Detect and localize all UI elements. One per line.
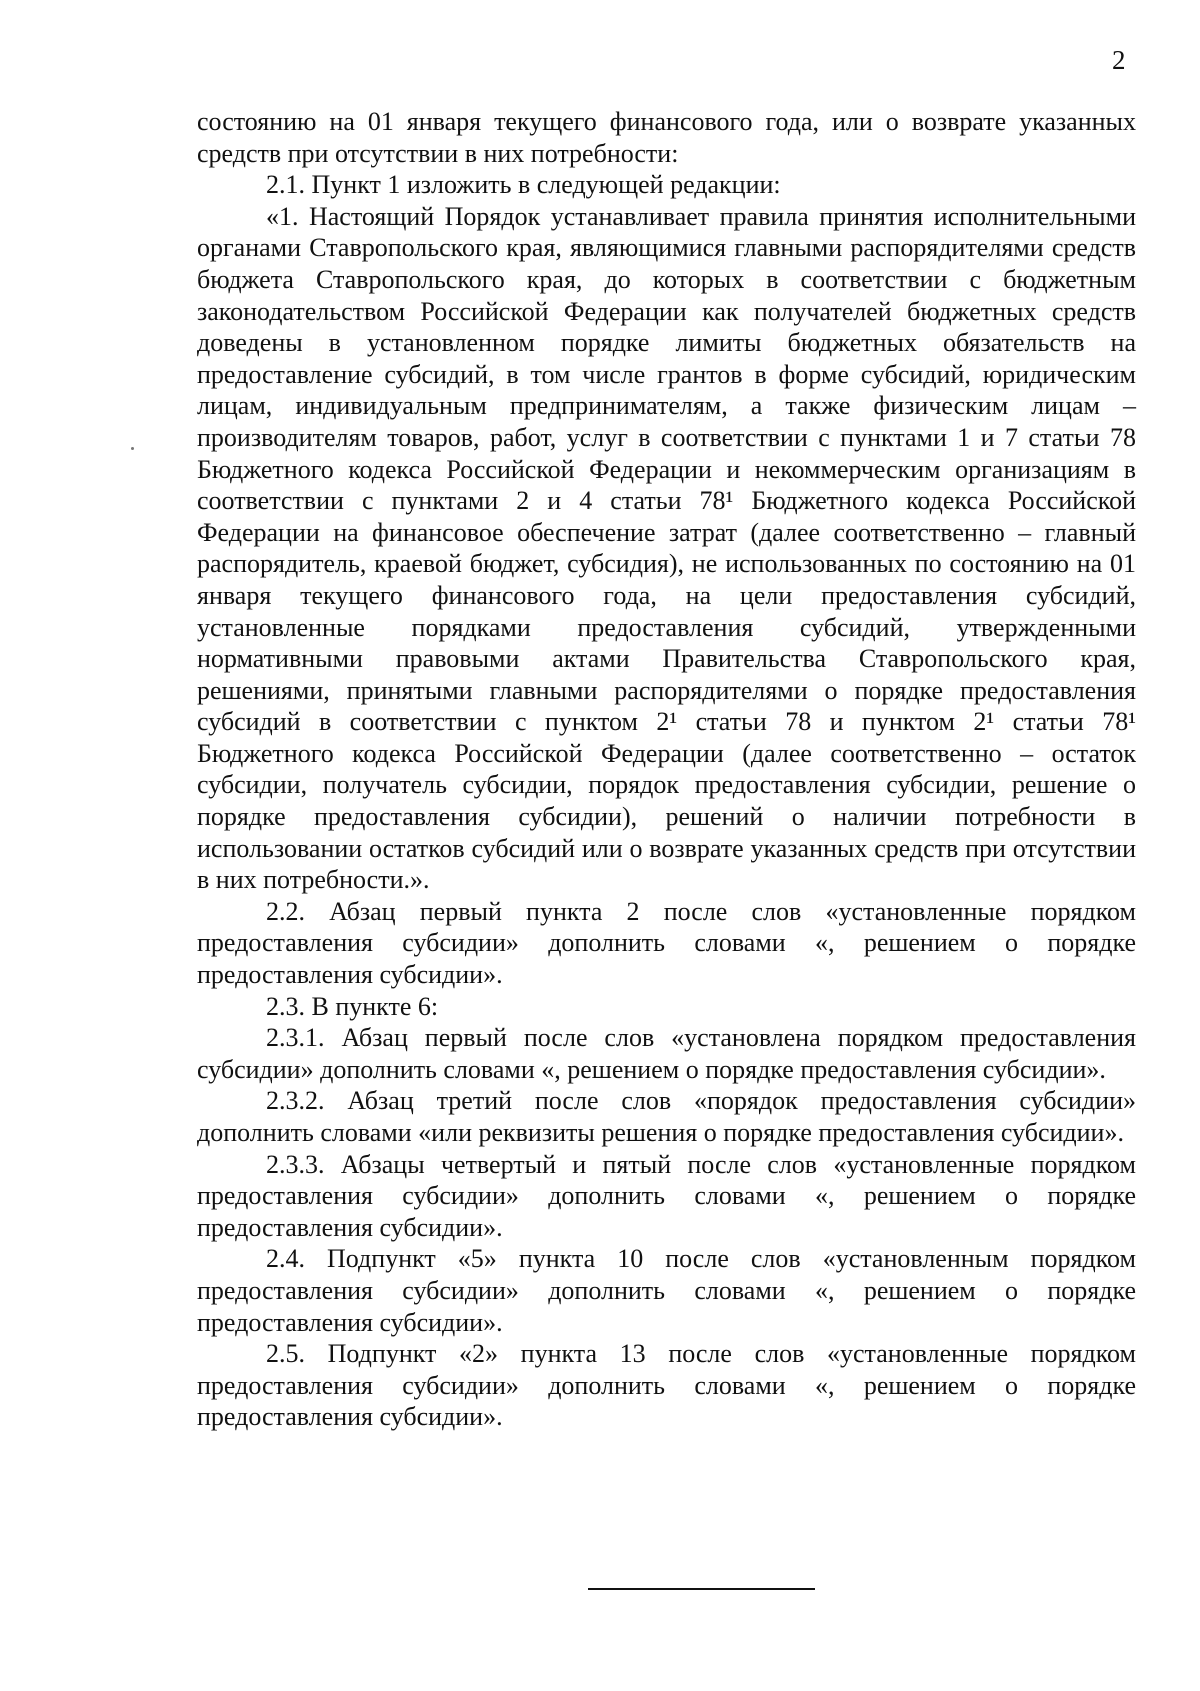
paragraph-2-1: 2.1. Пункт 1 изложить в следующей редакции: (266, 170, 781, 200)
paragraph-2-3-2: 2.3.2. Абзац третий после слов «порядок предоставления субсидии» дополнить словами «или реквизиты решения о порядке предоставления субсидии». (197, 1086, 1136, 1147)
paragraph-quoted-item-1: «1. Настоящий Порядок устанавливает правила принятия исполнительными органами Ставропольского края, являющимися главными распорядителями средств бюджета Ставропольского края, до которых в соответствии с бюджетным законодательством Российской Федерации как получателей бюджетных средств доведены в установленном порядке лимиты бюджетных обязательств на предоставление субсидий, в том числе грантов в форме субсидий, юридическим лицам, индивидуальным предпринимателям, а также физическим лицам – производителям товаров, работ, услуг в соответствии с пунктами 1 и 7 статьи 78 Бюджетного кодекса Российской Федерации и некоммерческим организациям в соответствии с пунктами 2 и 4 статьи 78¹ Бюджетного кодекса Российской Федерации на финансовое обеспечение затрат (далее соответственно – главный распорядитель, краевой бюджет, субсидия), не использованных по состоянию на 01 января текущего финансового года, на цели предоставления субсидий, установленные порядками предоставления субсидий, утвержденными нормативными правовыми актами Правительства Ставропольского края, решениями, принятыми главными распорядителями о порядке предоставления субсидий в соответствии с пунктом 2¹ статьи 78 и пунктом 2¹ статьи 78¹ Бюджетного кодекса Российской Федерации (далее соответственно – остаток субсидии, получатель субсидии, порядок предоставления субсидии, решение о порядке предоставления субсидии), решений о наличии потребности в использовании остатков субсидий или о возврате указанных средств при отсутствии в них потребности.». (197, 201, 1136, 895)
paragraph-2-4: 2.4. Подпункт «5» пункта 10 после слов «установленным порядком предоставления субсидии» дополнить словами «, решением о порядке предоставления субсидии». (197, 1244, 1136, 1337)
paragraph-2-3-3: 2.3.3. Абзацы четвертый и пятый после слов «установленные порядком предоставления субсидии» дополнить словами «, решением о порядке предоставления субсидии». (197, 1149, 1136, 1242)
document-body (197, 106, 1136, 1433)
end-divider (588, 1588, 815, 1590)
paragraph-continuation: состоянию на 01 января текущего финансового года, или о возврате указанных средств при отсутствии в них потребности: (197, 107, 1136, 168)
paragraph-2-3-1: 2.3.1. Абзац первый после слов «установлена порядком предоставления субсидии» дополнить словами «, решением о порядке предоставления субсидии». (197, 1023, 1136, 1084)
paragraph-2-2: 2.2. Абзац первый пункта 2 после слов «установленные порядком предоставления субсидии» дополнить словами «, решением о порядке предоставления субсидии». (197, 896, 1136, 990)
paragraph-2-5: 2.5. Подпункт «2» пункта 13 после слов «установленные порядком предоставления субсидии» дополнить словами «, решением о порядке предоставления субсидии». (197, 1339, 1136, 1432)
scan-speck (131, 447, 134, 450)
paragraph-2-3: 2.3. В пункте 6: (266, 991, 439, 1021)
page-number: 2 (1112, 45, 1126, 75)
